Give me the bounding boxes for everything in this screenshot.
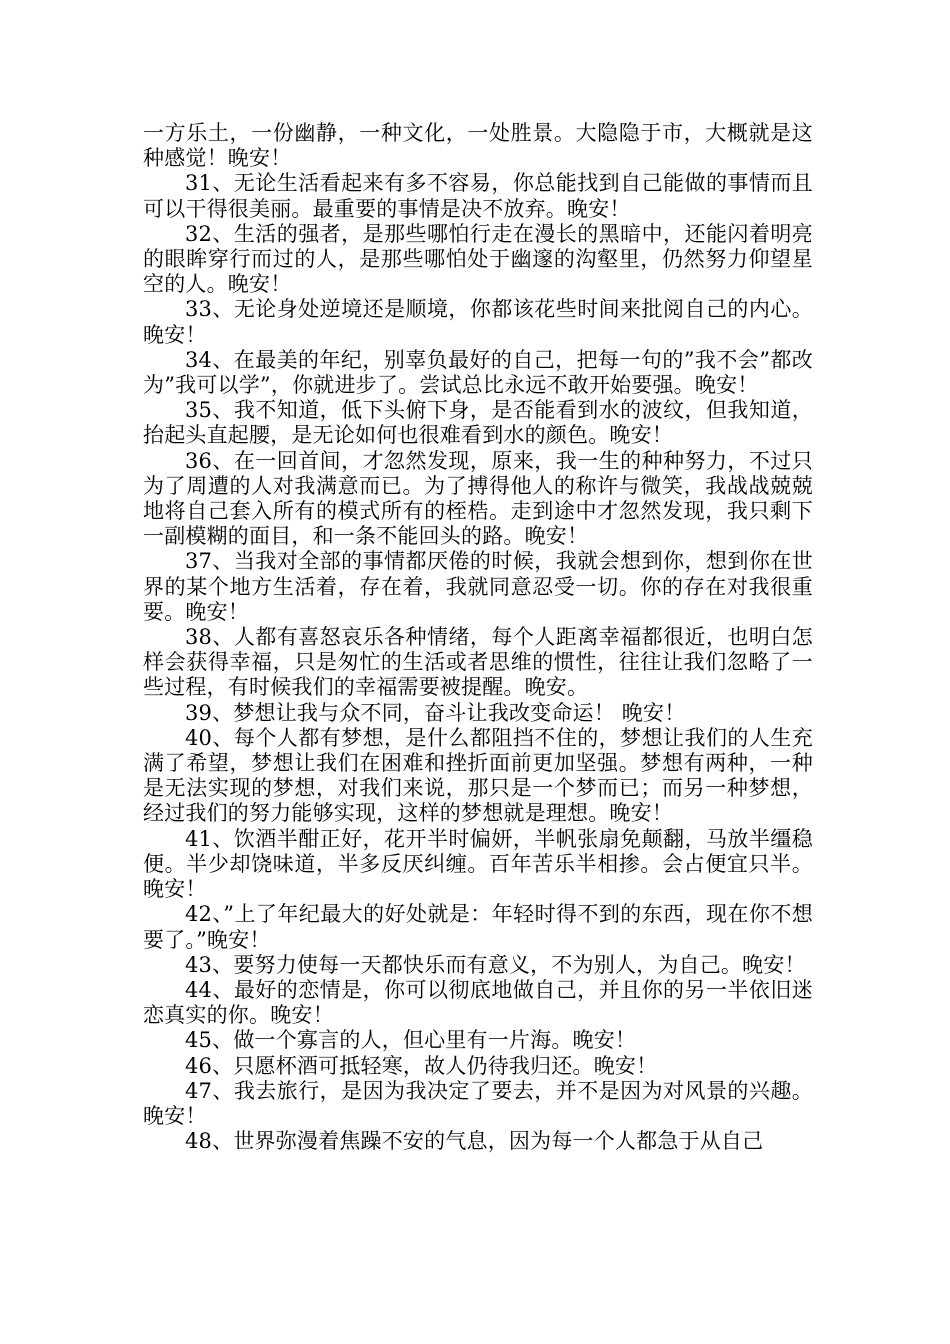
paragraph-37: 37、当我对全部的事情都厌倦的时候，我就会想到你，想到你在世界的某个地方生活着，存在着，我就同意忍受一切。你的存在对我很重要。晚安！: [143, 549, 813, 624]
paragraph-43: 43、要努力使每一天都快乐而有意义，不为别人，为自己。晚安！: [185, 952, 806, 977]
paragraph-31: 31、无论生活看起来有多不容易，你总能找到自己能做的事情而且可以干得很美丽。最重要的事情是决不放弃。晚安！: [143, 171, 813, 221]
paragraph-38: 38、人都有喜怒哀乐各种情绪，每个人距离幸福都很近，也明白怎样会获得幸福，只是匆忙的生活或者思维的惯性，往往让我们忽略了一些过程，有时候我们的幸福需要被提醒。晚安。: [143, 625, 813, 700]
paragraph-continued: 一方乐土，一份幽静，一种文化，一处胜景。大隐隐于市，大概就是这种感觉！晚安！: [143, 121, 813, 171]
paragraph-34: 34、在最美的年纪，别辜负最好的自己，把每一句的”我不会”都改为”我可以学”，你就进步了。尝试总比永远不敢开始要强。晚安！: [143, 347, 813, 398]
paragraph-44: 44、最好的恋情是，你可以彻底地做自己，并且你的另一半依旧迷恋真实的你。晚安！: [143, 977, 813, 1028]
paragraph-40: 40、每个人都有梦想，是什么都阻挡不住的，梦想让我们的人生充满了希望，梦想让我们在困难和挫折面前更加坚强。梦想有两种，一种是无法实现的梦想，对我们来说，那只是一个梦而已；而另一种梦想，经过我们的努力能够实现，这样的梦想就是理想。晚安！: [143, 725, 813, 826]
paragraph-42: 42、”上了年纪最大的好处就是：年轻时得不到的东西，现在你不想要了。”晚安！: [143, 902, 813, 952]
paragraph-41: 41、饮酒半酣正好，花开半时偏妍，半帆张扇免颠翻，马放半缰稳便。半少却饶味道，半多反厌纠缠。百年苦乐半相掺。会占便宜只半。晚安！: [143, 826, 813, 902]
paragraph-36: 36、在一回首间，才忽然发现，原来，我一生的种种努力，不过只为了周遭的人对我满意而已。为了搏得他人的称许与微笑，我战战兢兢地将自己套入所有的模式所有的桎梏。走到途中才忽然发现，我只剩下一副模糊的面目，和一条不能回头的路。晚安！: [143, 448, 813, 549]
paragraph-46: 46、只愿杯酒可抵轻寒，故人仍待我归还。晚安！: [185, 1053, 658, 1078]
paragraph-33: 33、无论身处逆境还是顺境，你都该花些时间来批阅自己的内心。晚安！: [143, 297, 813, 347]
paragraph-32: 32、生活的强者，是那些哪怕行走在漫长的黑暗中，还能闪着明亮的眼眸穿行而过的人，是那些哪怕处于幽邃的沟壑里，仍然努力仰望星空的人。晚安！: [143, 221, 813, 297]
document-body: [143, 121, 813, 1154]
paragraph-35: 35、我不知道，低下头俯下身，是否能看到水的波纹，但我知道，抬起头直起腰，是无论如何也很难看到水的颜色。晚安！: [143, 398, 813, 448]
paragraph-48: 48、世界弥漫着焦躁不安的气息，因为每一个人都急于从自己: [185, 1129, 764, 1154]
paragraph-47: 47、我去旅行，是因为我决定了要去，并不是因为对风景的兴趣。晚安！: [143, 1078, 813, 1128]
paragraph-39: 39、梦想让我与众不同，奋斗让我改变命运！ 晚安！: [185, 700, 686, 725]
paragraph-45: 45、做一个寡言的人，但心里有一片海。晚安！: [185, 1028, 637, 1053]
